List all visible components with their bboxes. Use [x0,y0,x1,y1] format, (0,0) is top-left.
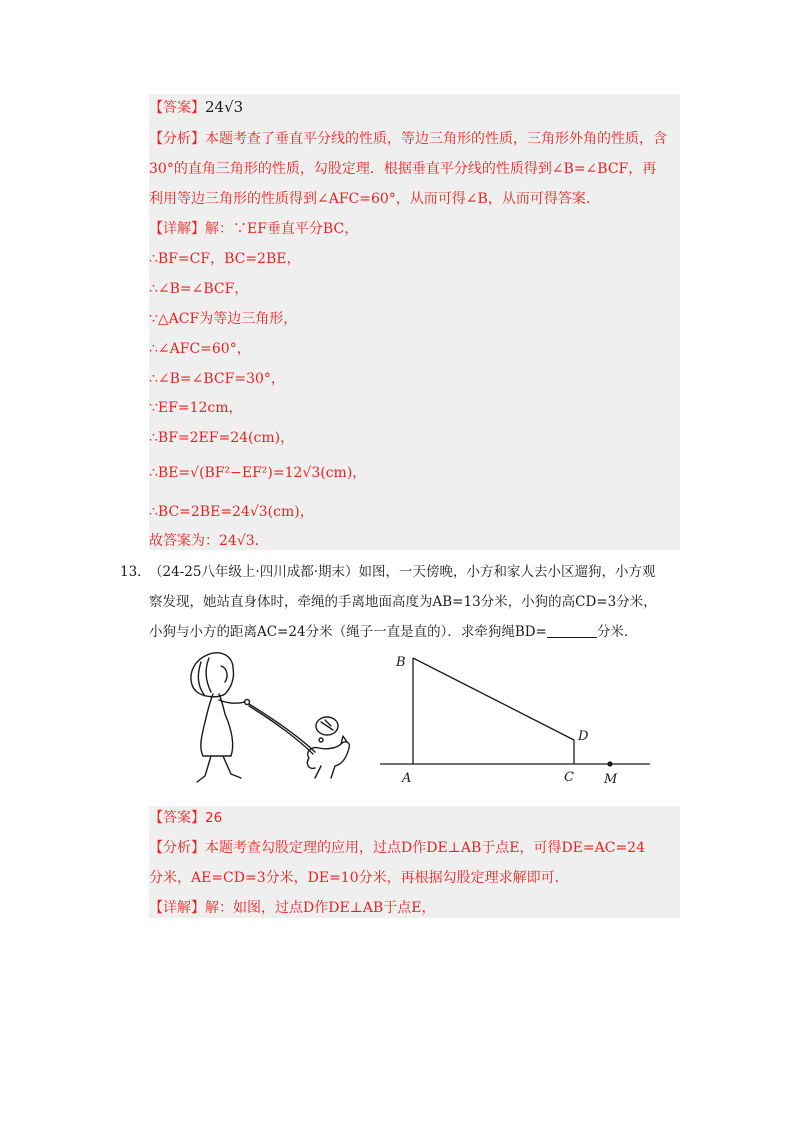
detail-text-1: 解：如图，过点D作DE⊥AB于点E， [205,900,436,916]
step-line [149,249,300,269]
analysis-line-3 [149,189,600,209]
step-line [149,463,366,483]
answer-line-1 [149,97,243,118]
question-number: 13． [120,564,151,580]
detail-text-1: 解：∵EF垂直平分BC， [205,221,359,237]
final-answer-text: 故答案为：24√3． [149,533,269,549]
analysis-tag: 【分析】 [149,840,205,856]
answer-tag: 【答案】 [149,100,205,116]
geometry-figure [370,648,660,788]
analysis-text-3: 利用等边三角形的性质得到∠AFC=60°，从而可得∠B，从而可得答案． [149,191,600,207]
label-b: B [396,655,406,670]
question-text-3b: 分米． [596,624,638,640]
girl-dog-illustration [175,648,365,788]
answer-line-2 [149,808,222,828]
detail-line-1 [149,219,358,239]
step-text: ∴BF=2EF=24(cm)， [149,430,295,446]
analysis-text-2: 分米，AE=CD=3分米，DE=10分米，再根据勾股定理求解即可． [149,870,569,886]
step-text: ∴BC=2BE=24√3(cm)， [149,504,314,520]
detail-tag: 【详解】 [149,900,205,916]
step-line [149,309,297,329]
final-answer-line [149,531,269,551]
analysis-line-2 [149,868,569,888]
step-text: ∴BE=√(BF²−EF²)=12√3(cm)， [149,465,367,481]
question-line-2: 察发现，她站直身体时，牵绳的手离地面高度为AB=13分米，小狗的高CD=3分米， [149,594,657,610]
analysis-text-1: 本题考查了垂直平分线的性质，等边三角形的性质，三角形外角的性质，含 [205,131,667,147]
analysis-tag: 【分析】 [149,131,205,147]
point-m [607,761,612,766]
step-text: ∴∠AFC=60°， [149,341,251,357]
step-line [149,428,294,448]
analysis-text-2: 30°的直角三角形的性质，勾股定理．根据垂直平分线的性质得到∠B=∠BCF，再 [149,161,657,177]
label-m: M [604,772,618,787]
step-line [149,398,243,418]
answer-blank [547,623,597,638]
segment-bd [413,658,574,740]
step-line [149,339,251,359]
step-text: ∵EF=12cm， [149,400,243,416]
analysis-text-1: 本题考查勾股定理的应用，过点D作DE⊥AB于点E，可得DE=AC=24 [205,840,645,856]
analysis-line-1 [149,129,667,149]
step-line [149,279,248,299]
question-text-3a: 小狗与小方的距离AC=24分米（绳子一直是直的）．求牵狗绳BD= [149,624,547,640]
detail-tag: 【详解】 [149,221,205,237]
label-d: D [578,729,589,744]
analysis-line-1 [149,838,645,858]
answer-tag: 【答案】 [149,810,205,826]
step-text: ∴BF=CF，BC=2BE， [149,251,301,267]
question-line-3 [149,622,637,642]
step-line [149,369,285,389]
question-line-1: （24-25八年级上·四川成都·期末）如图，一天傍晚，小方和家人去小区遛狗，小方观 [149,564,656,580]
step-text: ∴∠B=∠BCF， [149,281,249,297]
label-a: A [402,771,412,786]
answer-value: 26 [205,810,223,826]
step-line [149,502,314,522]
label-c: C [564,770,574,785]
analysis-line-2 [149,159,656,179]
detail-line-1 [149,898,435,918]
step-text: ∴∠B=∠BCF=30°， [149,371,285,387]
answer-value: 24√3 [205,98,244,116]
step-text: ∵△ACF为等边三角形， [149,311,298,327]
